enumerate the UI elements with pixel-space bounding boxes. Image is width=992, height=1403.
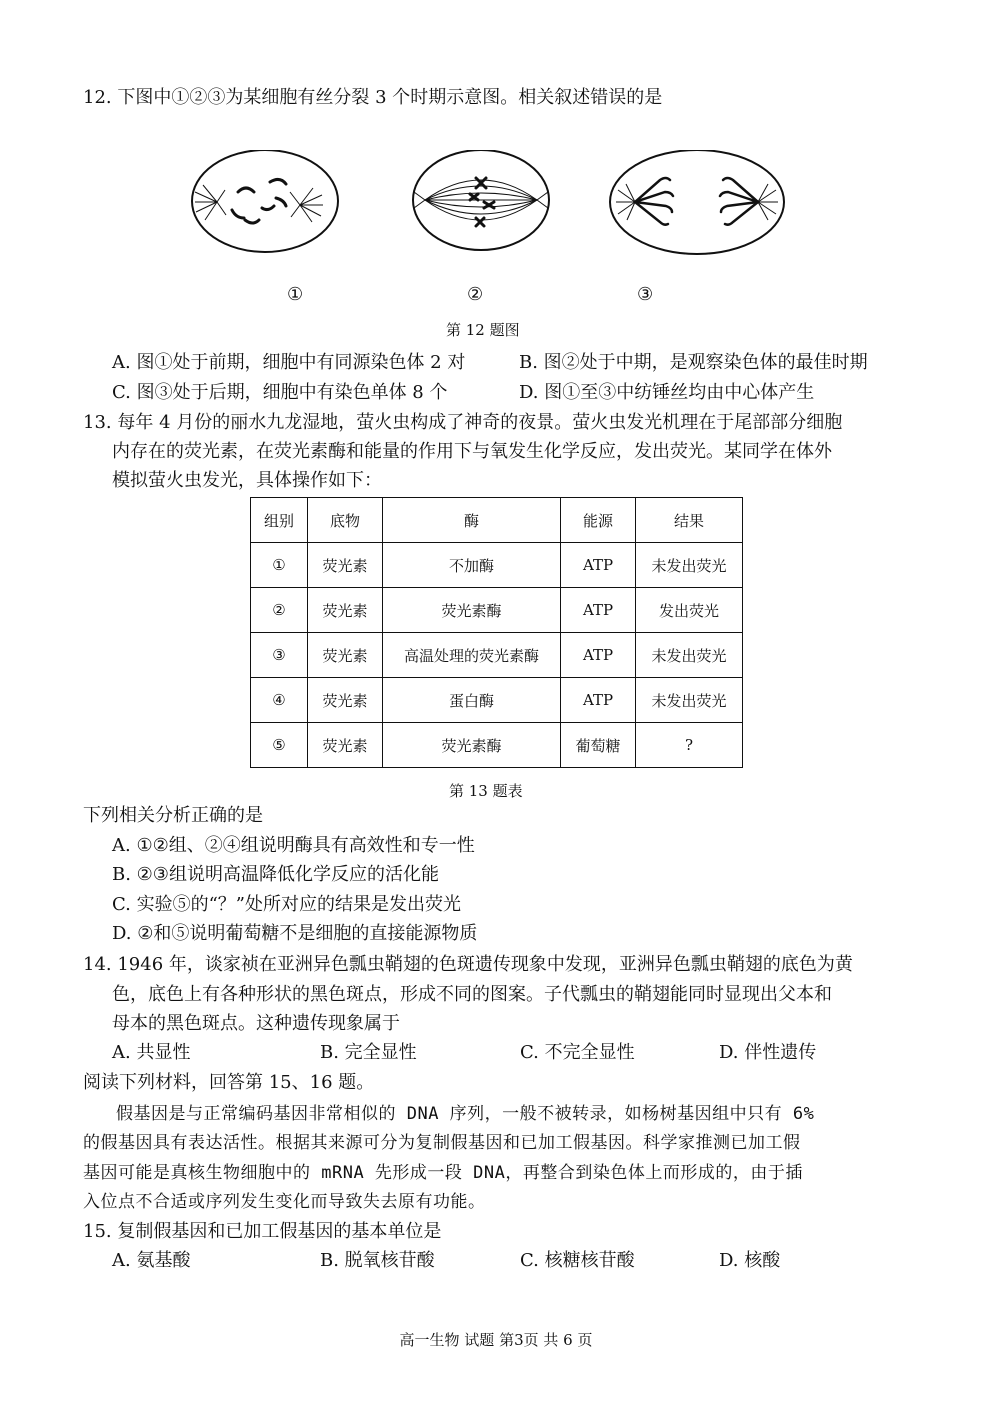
table-row	[251, 543, 743, 588]
header-energy: 能源	[561, 498, 636, 543]
q15-option-b: B. 脱氧核苷酸	[320, 1250, 435, 1271]
table-cell: ②	[251, 588, 308, 633]
passage-line-2: 的假基因具有表达活性。根据其来源可分为复制假基因和已加工假基因。科学家推测已加工假	[83, 1133, 801, 1153]
q14-stem-line-1: 14. 1946 年，谈家祯在亚洲异色瓢虫鞘翅的色斑遗传现象中发现，亚洲异色瓢虫鞘翅的底色为黄	[83, 954, 853, 975]
q12-option-d: D. 图①至③中纺锤丝均由中心体产生	[519, 382, 815, 403]
cell-diagram-3	[610, 150, 784, 254]
cell-label-3: ③	[637, 284, 654, 305]
table-cell: ⑤	[251, 723, 308, 768]
q12-stem: 12. 下图中①②③为某细胞有丝分裂 3 个时期示意图。相关叙述错误的是	[83, 87, 663, 108]
table-header-row	[251, 498, 743, 543]
header-group: 组别	[251, 498, 308, 543]
table-cell: 荧光素酶	[383, 723, 561, 768]
q15-stem: 15. 复制假基因和已加工假基因的基本单位是	[83, 1221, 442, 1242]
table-cell: 荧光素	[308, 633, 383, 678]
q14-option-c: C. 不完全显性	[520, 1042, 635, 1063]
q13-stem-line-2: 内存在的荧光素，在荧光素酶和能量的作用下与氧发生化学反应，发出荧光。某同学在体外	[112, 441, 832, 462]
q14-option-a: A. 共显性	[112, 1042, 191, 1063]
header-enzyme: 酶	[383, 498, 561, 543]
q13-prompt: 下列相关分析正确的是	[83, 805, 263, 826]
passage-line-1: 假基因是与正常编码基因非常相似的 DNA 序列，一般不被转录，如杨树基因组中只有 6%	[116, 1104, 815, 1124]
cell-diagram-2	[413, 150, 549, 250]
table-cell: 荧光素	[308, 678, 383, 723]
header-result: 结果	[636, 498, 743, 543]
table-row	[251, 633, 743, 678]
q13-table	[250, 497, 743, 768]
table-cell: 高温处理的荧光素酶	[383, 633, 561, 678]
q13-option-b: B. ②③组说明高温降低化学反应的活化能	[112, 864, 439, 885]
table-row	[251, 678, 743, 723]
q14-stem-line-3: 母本的黑色斑点。这种遗传现象属于	[112, 1013, 400, 1034]
q14-stem-line-2: 色，底色上有各种形状的黑色斑点，形成不同的图案。子代瓢虫的鞘翅能同时显现出父本和	[112, 984, 832, 1005]
table-cell: 荧光素	[308, 723, 383, 768]
table-cell: 荧光素	[308, 588, 383, 633]
table-cell: ①	[251, 543, 308, 588]
table-cell: 荧光素酶	[383, 588, 561, 633]
q14-option-b: B. 完全显性	[320, 1042, 417, 1063]
q13-stem-line-1: 13. 每年 4 月份的丽水九龙湿地，萤火虫构成了神奇的夜景。萤火虫发光机理在于尾部部分细胞	[83, 412, 843, 433]
table-cell: ATP	[561, 678, 636, 723]
table-cell: ?	[636, 723, 743, 768]
q13-option-a: A. ①②组、②④组说明酶具有高效性和专一性	[112, 835, 475, 856]
table-cell: 荧光素	[308, 543, 383, 588]
q13-stem-line-3: 模拟萤火虫发光，具体操作如下：	[112, 470, 382, 491]
reading-intro: 阅读下列材料，回答第 15、16 题。	[83, 1072, 375, 1093]
cell-label-1: ①	[287, 284, 304, 305]
q13-option-c: C. 实验⑤的“？”处所对应的结果是发出荧光	[112, 894, 461, 915]
table-row	[251, 723, 743, 768]
table-cell: ④	[251, 678, 308, 723]
q13-table-caption: 第 13 题表	[449, 782, 523, 800]
cell-diagram-1	[192, 150, 338, 252]
q13-option-d: D. ②和⑤说明葡萄糖不是细胞的直接能源物质	[112, 923, 478, 944]
q12-option-b: B. 图②处于中期，是观察染色体的最佳时期	[519, 352, 868, 373]
q12-option-a: A. 图①处于前期，细胞中有同源染色体 2 对	[112, 352, 466, 373]
q15-option-a: A. 氨基酸	[112, 1250, 191, 1271]
page-footer: 高一生物 试题 第3页 共 6 页	[399, 1331, 593, 1349]
header-substrate: 底物	[308, 498, 383, 543]
cell-label-2: ②	[467, 284, 484, 305]
table-cell: ATP	[561, 633, 636, 678]
q14-option-d: D. 伴性遗传	[719, 1042, 817, 1063]
q15-option-c: C. 核糖核苷酸	[520, 1250, 635, 1271]
table-cell: 未发出荧光	[636, 678, 743, 723]
passage-line-3: 基因可能是真核生物细胞中的 mRNA 先形成一段 DNA，再整合到染色体上而形成的，由于插	[83, 1163, 803, 1183]
table-cell: 不加酶	[383, 543, 561, 588]
q12-option-c: C. 图③处于后期，细胞中有染色单体 8 个	[112, 382, 448, 403]
table-cell: ③	[251, 633, 308, 678]
passage-line-4: 入位点不合适或序列发生变化而导致失去原有功能。	[83, 1192, 486, 1212]
table-cell: 发出荧光	[636, 588, 743, 633]
q12-figure-caption: 第 12 题图	[446, 321, 520, 339]
table-cell: 蛋白酶	[383, 678, 561, 723]
table-cell: ATP	[561, 543, 636, 588]
table-cell: 未发出荧光	[636, 633, 743, 678]
table-row	[251, 588, 743, 633]
table-cell: 葡萄糖	[561, 723, 636, 768]
table-cell: ATP	[561, 588, 636, 633]
table-cell: 未发出荧光	[636, 543, 743, 588]
q15-option-d: D. 核酸	[719, 1250, 781, 1271]
